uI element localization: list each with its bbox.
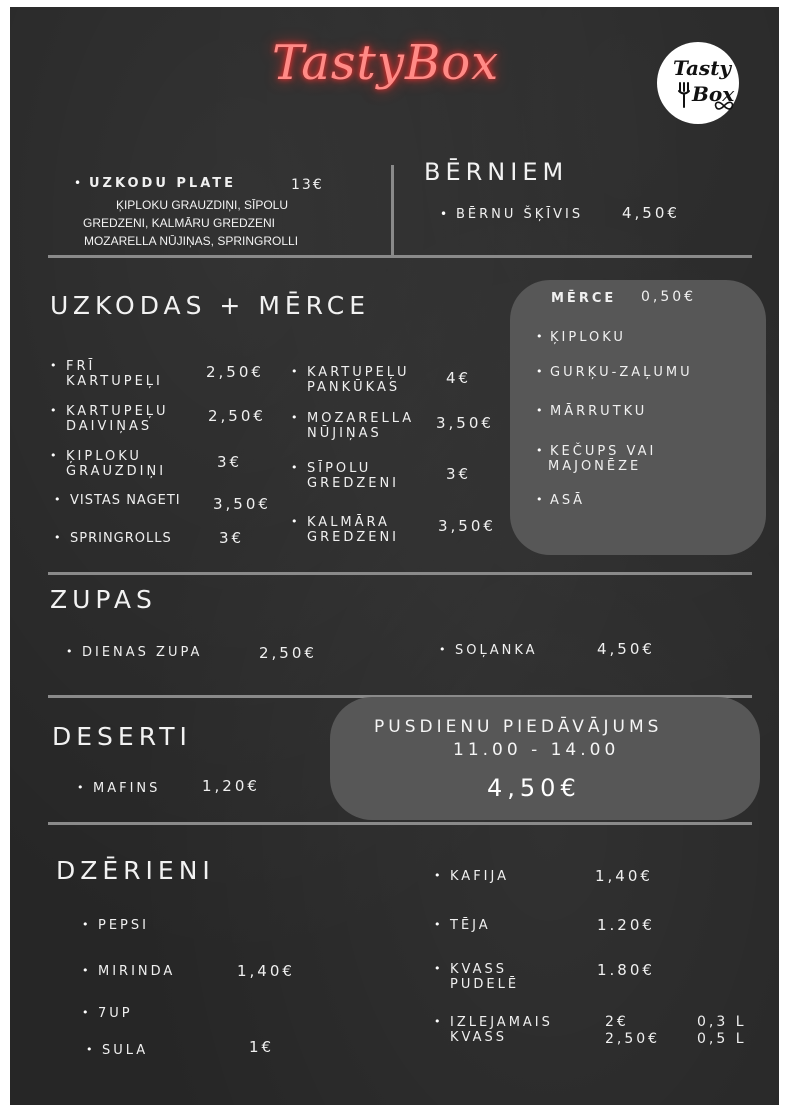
uzkodas-col2-item-2-line2: GREDZENI	[307, 476, 400, 491]
zupas-item-0-name: DIENAS ZUPA	[82, 645, 203, 660]
divider-vertical	[391, 165, 394, 255]
merce-bullet-0: •	[536, 330, 543, 343]
uzkodas-col2-item-2-line1: SĪPOLU	[307, 461, 372, 476]
logo-word-tasty: Tasty	[673, 56, 732, 80]
dzerieni-right-item-3-volume-1: 0,3 L	[697, 1014, 747, 1030]
uzkodas-col2-bullet-3: •	[291, 515, 298, 528]
merce-item-2: MĀRRUTKU	[550, 404, 648, 419]
dzerieni-left-bullet-2: •	[82, 1006, 89, 1019]
uzkodas-col1-item-2-line2: GRAUZDIŅI	[66, 464, 167, 479]
uzkodu-plate-name: UZKODU PLATE	[89, 176, 237, 191]
berniem-item-name: BĒRNU ŠĶĪVIS	[456, 207, 584, 222]
dzerieni-right-bullet-2: •	[434, 962, 441, 975]
uzkodas-col2-item-0-price: 4€	[446, 369, 472, 387]
dzerieni-left-item-1-price: 1,40€	[237, 962, 295, 980]
uzkodas-col1-bullet-3: •	[54, 493, 61, 506]
zupas-item-0-price: 2,50€	[259, 644, 317, 662]
dzerieni-right-bullet-0: •	[434, 869, 441, 882]
uzkodas-col1-bullet-0: •	[50, 359, 57, 372]
merce-bullet-2: •	[536, 404, 543, 417]
dzerieni-left-item-2: 7UP	[98, 1006, 133, 1021]
uzkodas-col1-item-1-line1: KARTUPEĻU	[66, 404, 169, 419]
divider-1	[48, 255, 752, 258]
merce-title: MĒRCE	[551, 291, 617, 306]
zupas-item-1-price: 4,50€	[597, 640, 655, 658]
dzerieni-right-bullet-3: •	[434, 1015, 441, 1028]
uzkodas-col2-item-2-price: 3€	[446, 465, 472, 483]
divider-4	[48, 822, 752, 825]
section-title-dzerieni: DZĒRIENI	[56, 856, 215, 885]
dzerieni-right-item-1-price: 1.20€	[597, 916, 655, 934]
menu-board	[10, 7, 779, 1105]
dzerieni-right-item-3-volume-2: 0,5 L	[697, 1031, 747, 1047]
uzkodas-col1-bullet-2: •	[50, 449, 57, 462]
merce-bullet-3: •	[536, 444, 543, 457]
merce-item-3-line1: KEČUPS VAI	[550, 444, 657, 459]
deserti-bullet-0: •	[77, 781, 84, 794]
uzkodas-col1-bullet-1: •	[50, 404, 57, 417]
fork-icon	[677, 82, 691, 108]
dzerieni-right-item-3-price-2: 2,50€	[605, 1031, 661, 1047]
dzerieni-left-item-1: MIRINDA	[98, 964, 176, 979]
dzerieni-left-bullet-0: •	[82, 918, 89, 931]
merce-item-3-line2: MAJONĒZE	[548, 459, 642, 474]
uzkodas-col1-item-1-price: 2,50€	[208, 407, 266, 425]
divider-2	[48, 572, 752, 575]
uzkodu-plate-desc-3: MOZARELLA NŪJIŅAS, SPRINGROLLI	[83, 234, 299, 248]
berniem-bullet: •	[440, 207, 448, 221]
uzkodas-col2-item-3-line1: KALMĀRA	[307, 515, 390, 530]
merce-item-4: ASĀ	[550, 493, 586, 508]
dzerieni-right-item-3-line1: IZLEJAMAIS	[450, 1015, 553, 1030]
uzkodas-col2-item-1-line1: MOZARELLA	[307, 411, 415, 426]
dzerieni-right-bullet-1: •	[434, 918, 441, 931]
uzkodas-col1-item-2-line1: ĶIPLOKU	[66, 449, 142, 464]
merce-item-1: GURĶU-ZAĻUMU	[550, 365, 693, 380]
dzerieni-right-item-3-price-1: 2€	[605, 1014, 629, 1030]
zupas-item-1-name: SOĻANKA	[455, 643, 538, 658]
uzkodas-col1-item-3-line1: VISTAS NAGETI	[70, 493, 181, 508]
dzerieni-right-item-0-price: 1,40€	[595, 867, 653, 885]
bow-icon	[713, 99, 735, 113]
uzkodas-col2-item-0-line2: PANKŪKAS	[307, 380, 401, 395]
merce-price: 0,50€	[641, 289, 697, 305]
uzkodas-col1-item-3-price: 3,50€	[213, 495, 271, 513]
zupas-bullet-0: •	[66, 645, 73, 658]
uzkodu-plate-price: 13€	[291, 177, 324, 193]
section-title-deserti: DESERTI	[52, 722, 192, 751]
lunch-offer-title: PUSDIENU PIEDĀVĀJUMS	[374, 717, 663, 737]
uzkodas-col2-bullet-2: •	[291, 461, 298, 474]
uzkodu-plate-desc-1: ĶIPLOKU GRAUZDIŅI, SĪPOLU	[115, 198, 289, 212]
logo-badge	[657, 42, 739, 124]
dzerieni-right-item-0: KAFIJA	[450, 869, 509, 884]
uzkodu-plate-bullet: •	[74, 176, 82, 190]
dzerieni-left-bullet-1: •	[82, 964, 89, 977]
dzerieni-left-item-3: SULA	[102, 1043, 149, 1058]
uzkodas-col1-item-2-price: 3€	[217, 453, 243, 471]
lunch-offer-hours: 11.00 - 14.00	[453, 740, 620, 760]
dzerieni-left-bullet-3: •	[86, 1043, 93, 1056]
deserti-item-0-price: 1,20€	[202, 777, 260, 795]
lunch-offer-price: 4,50€	[487, 774, 581, 802]
uzkodas-col2-item-0-line1: KARTUPEĻU	[307, 365, 410, 380]
zupas-bullet-1: •	[439, 643, 446, 656]
uzkodas-col2-item-1-line2: NŪJIŅAS	[307, 426, 382, 441]
uzkodas-col2-item-3-price: 3,50€	[438, 517, 496, 535]
uzkodas-col2-item-1-price: 3,50€	[436, 414, 494, 432]
section-title-berniem: BĒRNIEM	[424, 158, 569, 186]
uzkodas-col2-item-3-line2: GREDZENI	[307, 530, 400, 545]
logo-word-box: Box	[692, 82, 735, 106]
dzerieni-right-item-2-line1: KVASS	[450, 962, 507, 977]
berniem-item-price: 4,50€	[622, 204, 680, 222]
uzkodas-col1-item-0-price: 2,50€	[206, 363, 264, 381]
uzkodas-col1-item-4-price: 3€	[219, 529, 245, 547]
merce-bullet-1: •	[536, 365, 543, 378]
dzerieni-left-item-0: PEPSI	[98, 918, 149, 933]
uzkodas-col1-item-1-line2: DAIVIŅAS	[66, 419, 153, 434]
dzerieni-right-item-3-line2: KVASS	[450, 1030, 507, 1045]
uzkodas-col1-item-4-line1: SPRINGROLLS	[70, 531, 172, 546]
deserti-item-0-name: MAFINS	[93, 781, 161, 796]
uzkodas-col2-bullet-0: •	[291, 365, 298, 378]
merce-item-0: ĶIPLOKU	[550, 330, 626, 345]
uzkodas-col1-item-0-line2: KARTUPEĻI	[66, 374, 163, 389]
brand-title: TastyBox	[272, 35, 500, 91]
section-title-uzkodas: UZKODAS + MĒRCE	[50, 291, 371, 320]
uzkodas-col2-bullet-1: •	[291, 411, 298, 424]
uzkodas-col1-bullet-4: •	[54, 531, 61, 544]
dzerieni-left-item-3-price: 1€	[249, 1038, 275, 1056]
uzkodas-col1-item-0-line1: FRĪ	[66, 359, 96, 374]
dzerieni-right-item-2-line2: PUDELĒ	[450, 977, 520, 992]
merce-bullet-4: •	[536, 493, 543, 506]
dzerieni-right-item-1: TĒJA	[450, 918, 491, 933]
section-title-zupas: ZUPAS	[50, 585, 157, 614]
dzerieni-right-item-2-price: 1.80€	[597, 961, 655, 979]
uzkodu-plate-desc-2: GREDZENI, KALMĀRU GREDZENI	[82, 216, 276, 230]
